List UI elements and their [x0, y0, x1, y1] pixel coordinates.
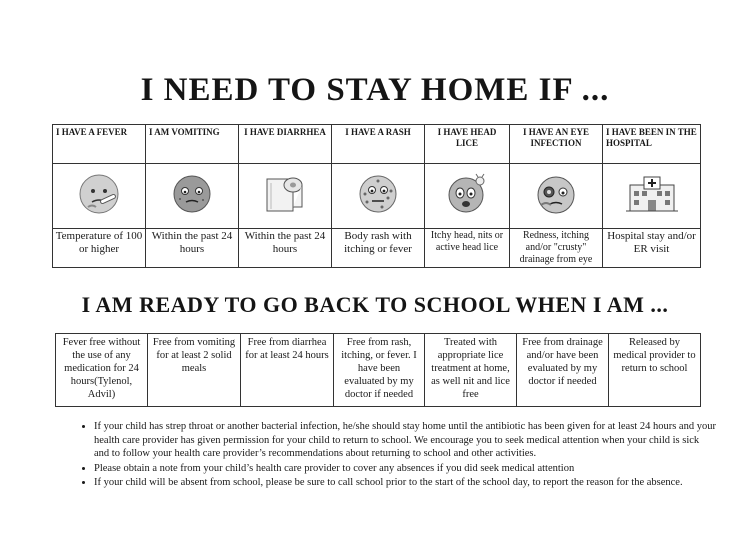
hospital-icon: [624, 171, 680, 217]
ready-lice: Treated with appropriate lice treatment at home, as well nit and lice free: [425, 334, 517, 407]
desc-eye-infection: Redness, itching and/or "crusty" drainage from eye: [510, 229, 603, 268]
ready-vomiting: Free from vomiting for at least 2 solid meals: [148, 334, 241, 407]
section-title: I AM READY TO GO BACK TO SCHOOL WHEN I AM ...: [81, 292, 669, 317]
notes-list: [78, 420, 716, 491]
desc-hospital: Hospital stay and/or ER visit: [603, 229, 701, 268]
ready-hospital: Released by medical provider to return to school: [609, 334, 701, 407]
header-vomiting: I AM VOMITING: [146, 125, 239, 164]
header-fever: I HAVE A FEVER: [53, 125, 146, 164]
header-diarrhea: I HAVE DIARRHEA: [239, 125, 332, 164]
ready-rash: Free from rash, itching, or fever. I have been evaluated by my doctor if needed: [334, 334, 425, 407]
header-lice: I HAVE HEAD LICE: [425, 125, 510, 164]
note-doctor: • Please obtain a note from your child’s health care provider to cover any absences if you did seek medical attention: [94, 462, 716, 476]
desc-rash: Body rash with itching or fever: [332, 229, 425, 268]
desc-vomiting: Within the past 24 hours: [146, 229, 239, 268]
note-strep: • If your child has strep throat or another bacterial infection, he/she should stay home until the antibiotic has been given for at least 24 hours and your health care provider has given permission for your child to return to school. We encourage you to seek medical attention when your child is sick and to follow your health care provider’s recommendations about returning to school and other activities.: [94, 420, 716, 461]
note-absence: • If your child will be absent from school, please be sure to call school prior to the start of the school day, to report the reason for the absence.: [94, 476, 716, 490]
toilet-paper-icon: [261, 171, 309, 217]
fever-face-icon: [76, 171, 122, 217]
rash-face-icon: [355, 171, 401, 217]
lice-face-icon: [444, 171, 490, 217]
ready-diarrhea: Free from diarrhea for at least 24 hours: [241, 334, 334, 407]
ready-eye: Free from drainage and/or have been evaluated by my doctor if needed: [517, 334, 609, 407]
page-title: I NEED TO STAY HOME IF ...: [140, 72, 610, 108]
header-rash: I HAVE A RASH: [332, 125, 425, 164]
return-to-school-table: [55, 333, 701, 407]
stay-home-table: [52, 124, 701, 268]
header-eye-infection: I HAVE AN EYE INFECTION: [510, 125, 603, 164]
desc-fever: Temperature of 100 or higher: [53, 229, 146, 268]
desc-lice: Itchy head, nits or active head lice: [425, 229, 510, 268]
ready-fever: Fever free without the use of any medication for 24 hours(Tylenol, Advil): [56, 334, 148, 407]
sick-face-icon: [169, 171, 215, 217]
header-hospital: I HAVE BEEN IN THE HOSPITAL: [603, 125, 701, 164]
desc-diarrhea: Within the past 24 hours: [239, 229, 332, 268]
eye-infection-face-icon: [533, 171, 579, 217]
